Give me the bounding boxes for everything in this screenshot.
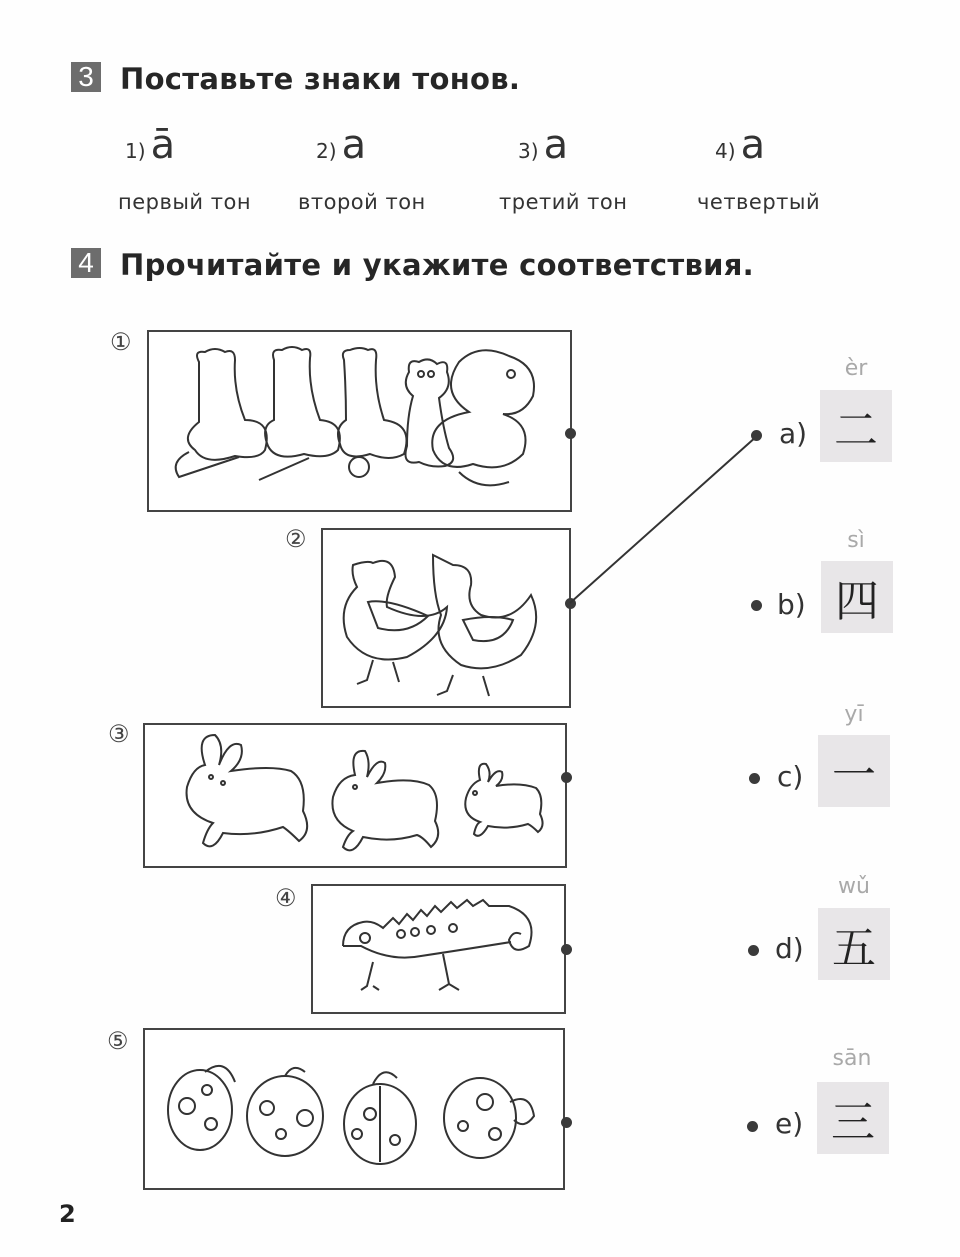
picture-2-number: ②: [285, 525, 307, 553]
picture-3-rabbits: [143, 723, 567, 868]
tone-letter[interactable]: a: [543, 122, 569, 168]
tone-item-number: 3): [518, 139, 539, 163]
picture-2-ducks: [321, 528, 571, 708]
tone-letter[interactable]: a: [341, 122, 367, 168]
picture-3-connector-dot[interactable]: [561, 772, 572, 783]
option-d-hanzi: 五: [818, 908, 890, 980]
option-e-connector-dot[interactable]: [747, 1121, 758, 1132]
option-b-label: b): [777, 588, 806, 621]
option-d-connector-dot[interactable]: [748, 945, 759, 956]
section-4-title: Прочитайте и укажите соответствия.: [120, 248, 754, 282]
option-b-hanzi: 四: [821, 561, 893, 633]
tone-item-1: [125, 122, 176, 168]
option-d-label: d): [775, 932, 804, 965]
rabbits-illustration: [145, 725, 565, 866]
picture-1-number: ①: [110, 328, 132, 356]
option-b-pinyin: sì: [847, 528, 865, 553]
option-a-hanzi: 二: [820, 390, 892, 462]
picture-4-number: ④: [275, 884, 297, 912]
option-e-hanzi: 三: [817, 1082, 889, 1154]
option-a-connector-dot[interactable]: [751, 430, 762, 441]
chameleon-illustration: [313, 886, 564, 1012]
picture-5-connector-dot[interactable]: [561, 1117, 572, 1128]
picture-5-number: ⑤: [107, 1027, 129, 1055]
tone-label-2: второй тон: [298, 190, 426, 214]
picture-4-connector-dot[interactable]: [561, 944, 572, 955]
tone-label-3: третий тон: [499, 190, 628, 214]
option-a-pinyin: èr: [844, 356, 868, 381]
picture-1-cats: [147, 330, 572, 512]
option-a-label: a): [779, 417, 808, 450]
option-c-pinyin: yī: [844, 702, 864, 727]
option-e-pinyin: sān: [832, 1046, 872, 1071]
page-number: 2: [59, 1200, 76, 1228]
tone-letter[interactable]: a: [740, 122, 766, 168]
cats-illustration: [149, 332, 570, 510]
option-e-label: e): [775, 1107, 804, 1140]
picture-5-ladybugs: [143, 1028, 565, 1190]
option-c-connector-dot[interactable]: [749, 773, 760, 784]
section-3-number: 3: [71, 62, 101, 92]
option-d-pinyin: wǔ: [838, 874, 870, 899]
picture-3-number: ③: [108, 720, 130, 748]
tone-item-number: 1): [125, 139, 146, 163]
tone-item-number: 4): [715, 139, 736, 163]
tone-item-number: 2): [316, 139, 337, 163]
tone-letter[interactable]: ā: [150, 122, 176, 168]
option-c-label: c): [777, 760, 804, 793]
ducks-illustration: [323, 530, 569, 706]
section-4-number: 4: [71, 248, 101, 278]
ladybugs-illustration: [145, 1030, 563, 1188]
tone-item-2: [316, 122, 367, 168]
picture-2-connector-dot[interactable]: [565, 598, 576, 609]
tone-item-3: [518, 122, 569, 168]
tone-label-4: четвертый: [697, 190, 821, 214]
picture-4-chameleon: [311, 884, 566, 1014]
section-3-title: Поставьте знаки тонов.: [120, 62, 521, 96]
tone-label-1: первый тон: [118, 190, 252, 214]
option-c-hanzi: 一: [818, 735, 890, 807]
picture-1-connector-dot[interactable]: [565, 428, 576, 439]
tone-item-4: [715, 122, 766, 168]
option-b-connector-dot[interactable]: [751, 600, 762, 611]
